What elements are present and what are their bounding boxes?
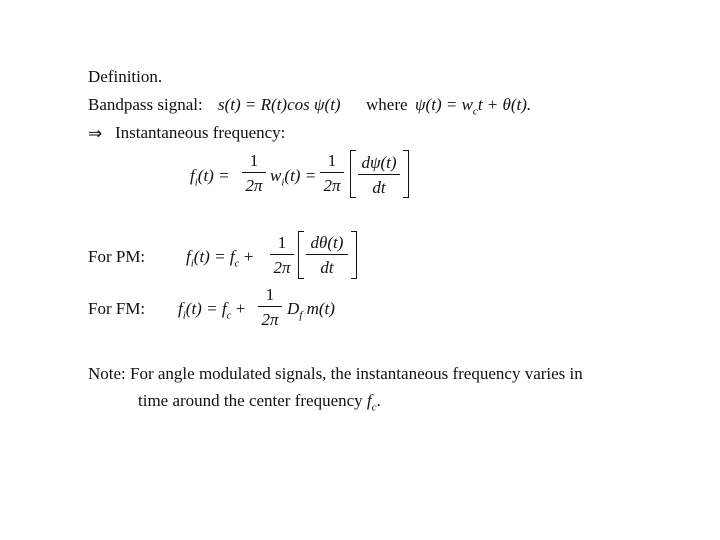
pm-label: For PM: [88, 247, 146, 266]
fi-left-bracket [350, 150, 356, 198]
instantaneous-label: Instantaneous frequency: [115, 123, 286, 142]
psi-lhs: ψ(t) = w [415, 95, 473, 114]
pm-left-bracket [298, 231, 304, 279]
fi-lhs: $f_i(t)$ = [190, 166, 230, 189]
implies-arrow-icon: ⇒ [88, 124, 103, 144]
pm-fraction-1: 1 2π [270, 234, 294, 276]
fi-fraction-2: 1 2π [320, 152, 344, 194]
bandpass-equation: s(t) = R(t)cos ψ(t) [218, 95, 341, 114]
psi-sub: c [472, 105, 478, 118]
pm-fraction-2: dθ(t) dt [306, 234, 348, 276]
fm-rest: $D_f$ m(t) [287, 299, 335, 322]
fm-lhs: $f_i(t) = f_c$ + [178, 299, 246, 322]
fi-right-bracket [403, 150, 409, 198]
bandpass-label: Bandpass signal: [88, 95, 203, 114]
fm-fraction-1: 1 2π [258, 286, 282, 328]
definition-heading: Definition. [88, 67, 163, 86]
pm-right-bracket [351, 231, 357, 279]
psi-definition [415, 96, 531, 117]
fm-label: For FM: [88, 299, 146, 318]
fi-mid: $w_i(t)$ = [270, 166, 317, 189]
pm-lhs: $f_i(t) = f_c$ + [186, 247, 254, 270]
note-line-1: Note: For angle modulated signals, the instantaneous frequency varies in [88, 364, 583, 383]
note-line-2: time around the center frequency $f_c$. [138, 391, 381, 414]
fi-fraction-1: 1 2π [242, 152, 266, 194]
where-text: where [366, 95, 408, 114]
psi-rhs: t + θ(t). [477, 95, 532, 114]
fi-fraction-3: dψ(t) dt [358, 154, 400, 196]
